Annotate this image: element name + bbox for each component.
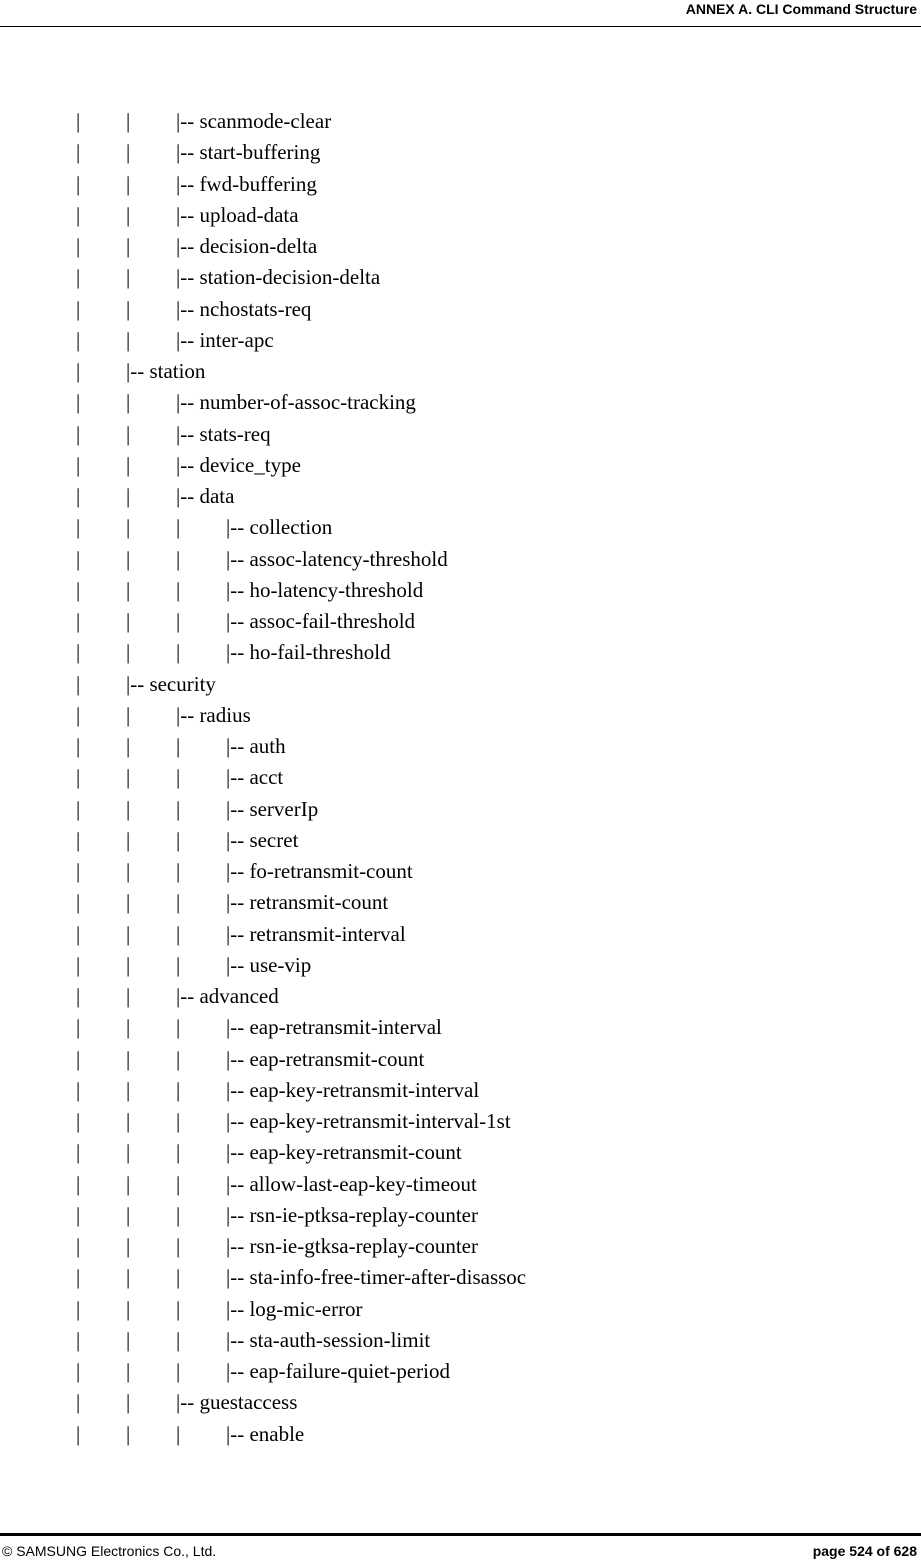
tree-guide-line: | — [126, 515, 131, 540]
tree-guide-line: | — [76, 827, 81, 852]
tree-row — [0, 139, 921, 165]
tree-guide-line: | — [126, 796, 131, 821]
command-label: |-- rsn-ie-gtksa-replay-counter — [226, 1234, 478, 1258]
tree-guide-line: | — [176, 577, 181, 602]
tree-guide-line: | — [176, 827, 181, 852]
command-label: |-- secret — [226, 827, 299, 852]
tree-guide-line: | — [126, 452, 131, 477]
command-label: |-- sta-info-free-timer-after-disassoc — [226, 1265, 527, 1290]
tree-guide-line: | — [76, 1046, 81, 1071]
copyright-notice: © SAMSUNG Electronics Co., Ltd. — [2, 1543, 217, 1559]
tree-guide-line: | — [126, 265, 131, 290]
tree-guide-line: | — [76, 1077, 81, 1102]
command-label: |-- retransmit-interval — [226, 921, 406, 946]
tree-guide-line: | — [176, 1234, 181, 1258]
tree-row — [0, 546, 921, 572]
tree-guide-line: | — [76, 952, 81, 977]
command-label: |-- nchostats-req — [176, 296, 312, 321]
tree-row — [0, 952, 921, 978]
command-label: |-- station-decision-delta — [176, 265, 381, 290]
tree-guide-line: | — [126, 484, 131, 508]
tree-row — [0, 389, 921, 415]
command-label: |-- scanmode-clear — [176, 109, 332, 133]
command-label: |-- assoc-latency-threshold — [226, 546, 448, 571]
tree-guide-line: | — [176, 796, 181, 821]
tree-guide-line: | — [126, 765, 131, 790]
tree-guide-line: | — [176, 609, 181, 633]
tree-guide-line: | — [126, 734, 131, 758]
tree-guide-line: | — [126, 890, 131, 915]
tree-guide-line: | — [126, 1359, 131, 1383]
tree-row — [0, 296, 921, 322]
tree-guide-line: | — [126, 921, 131, 946]
tree-guide-line: | — [176, 952, 181, 977]
tree-guide-line: | — [76, 640, 81, 665]
tree-guide-line: | — [126, 1015, 131, 1040]
tree-guide-line: | — [76, 1421, 81, 1446]
tree-guide-line: | — [176, 1202, 181, 1227]
tree-guide-line: | — [76, 1140, 81, 1165]
tree-guide-line: | — [126, 577, 131, 602]
tree-guide-line: | — [76, 421, 81, 446]
tree-row — [0, 702, 921, 728]
tree-row — [0, 327, 921, 353]
tree-guide-line: | — [176, 1015, 181, 1040]
tree-row — [0, 1077, 921, 1103]
tree-guide-line: | — [76, 1327, 81, 1352]
command-label: |-- start-buffering — [176, 140, 321, 165]
tree-guide-line: | — [76, 921, 81, 946]
tree-guide-line: | — [76, 140, 81, 165]
command-label: |-- upload-data — [176, 202, 299, 227]
tree-row — [0, 514, 921, 540]
tree-guide-line: | — [176, 1359, 181, 1383]
tree-guide-line: | — [76, 327, 81, 352]
tree-row — [0, 1358, 921, 1384]
tree-guide-line: | — [126, 952, 131, 977]
command-label: |-- allow-last-eap-key-timeout — [226, 1171, 477, 1196]
tree-row — [0, 671, 921, 697]
tree-row — [0, 983, 921, 1009]
command-label: |-- auth — [226, 734, 286, 758]
tree-row — [0, 858, 921, 884]
tree-row — [0, 608, 921, 634]
tree-row — [0, 233, 921, 259]
tree-row — [0, 452, 921, 478]
tree-guide-line: | — [126, 234, 131, 258]
tree-row — [0, 921, 921, 947]
command-label: |-- use-vip — [226, 952, 312, 977]
command-label: |-- fwd-buffering — [176, 171, 317, 196]
tree-row — [0, 639, 921, 665]
tree-row — [0, 1171, 921, 1197]
tree-guide-line: | — [76, 265, 81, 290]
command-label: |-- eap-key-retransmit-interval — [226, 1077, 480, 1102]
tree-guide-line: | — [76, 671, 81, 696]
tree-guide-line: | — [76, 1359, 81, 1383]
command-label: |-- security — [126, 671, 216, 696]
tree-guide-line: | — [126, 702, 131, 727]
tree-guide-line: | — [176, 1046, 181, 1071]
tree-guide-line: | — [76, 890, 81, 915]
tree-guide-line: | — [126, 1046, 131, 1071]
tree-row — [0, 1014, 921, 1040]
command-label: |-- eap-retransmit-interval — [226, 1015, 442, 1040]
tree-row — [0, 1233, 921, 1259]
tree-guide-line: | — [76, 859, 81, 883]
tree-guide-line: | — [126, 1296, 131, 1321]
tree-guide-line: | — [176, 765, 181, 790]
tree-guide-line: | — [126, 640, 131, 665]
page-header-title: ANNEX A. CLI Command Structure — [685, 1, 917, 17]
command-label: |-- rsn-ie-ptksa-replay-counter — [226, 1202, 478, 1227]
tree-guide-line: | — [76, 796, 81, 821]
command-label: |-- inter-apc — [176, 327, 274, 352]
tree-guide-line: | — [76, 1015, 81, 1040]
tree-guide-line: | — [76, 359, 81, 383]
tree-row — [0, 483, 921, 509]
tree-guide-line: | — [76, 609, 81, 633]
tree-guide-line: | — [126, 1109, 131, 1133]
tree-row — [0, 421, 921, 447]
command-label: |-- station — [126, 359, 206, 383]
tree-row — [0, 889, 921, 915]
tree-row — [0, 827, 921, 853]
tree-guide-line: | — [126, 171, 131, 196]
tree-guide-line: | — [176, 921, 181, 946]
tree-guide-line: | — [126, 1171, 131, 1196]
tree-guide-line: | — [126, 546, 131, 571]
command-label: |-- guestaccess — [176, 1390, 298, 1415]
tree-row — [0, 358, 921, 384]
tree-guide-line: | — [76, 234, 81, 258]
tree-guide-line: | — [176, 1077, 181, 1102]
tree-guide-line: | — [76, 1390, 81, 1415]
tree-guide-line: | — [76, 702, 81, 727]
tree-guide-line: | — [76, 296, 81, 321]
tree-guide-line: | — [126, 1327, 131, 1352]
tree-guide-line: | — [176, 1296, 181, 1321]
command-label: |-- assoc-fail-threshold — [226, 609, 416, 633]
tree-guide-line: | — [126, 202, 131, 227]
command-label: |-- eap-failure-quiet-period — [226, 1359, 450, 1383]
command-label: |-- stats-req — [176, 421, 271, 446]
tree-guide-line: | — [126, 827, 131, 852]
tree-guide-line: | — [76, 734, 81, 758]
command-label: |-- advanced — [176, 984, 279, 1008]
tree-row — [0, 1389, 921, 1415]
tree-guide-line: | — [126, 1234, 131, 1258]
tree-row — [0, 577, 921, 603]
tree-row — [0, 1108, 921, 1134]
tree-row — [0, 733, 921, 759]
tree-guide-line: | — [126, 1202, 131, 1227]
command-label: |-- eap-key-retransmit-interval-1st — [226, 1109, 511, 1133]
tree-guide-line: | — [126, 1390, 131, 1415]
tree-guide-line: | — [126, 1077, 131, 1102]
tree-guide-line: | — [126, 109, 131, 133]
tree-row — [0, 796, 921, 822]
tree-guide-line: | — [126, 1140, 131, 1165]
tree-row — [0, 1139, 921, 1165]
command-label: |-- eap-key-retransmit-count — [226, 1140, 462, 1165]
tree-guide-line: | — [76, 1202, 81, 1227]
tree-guide-line: | — [126, 327, 131, 352]
tree-row — [0, 171, 921, 197]
tree-guide-line: | — [76, 171, 81, 196]
tree-guide-line: | — [76, 109, 81, 133]
tree-row — [0, 108, 921, 134]
tree-row — [0, 264, 921, 290]
command-label: |-- sta-auth-session-limit — [226, 1327, 431, 1352]
tree-guide-line: | — [126, 1421, 131, 1446]
command-label: |-- enable — [226, 1421, 305, 1446]
tree-guide-line: | — [176, 1140, 181, 1165]
command-label: |-- retransmit-count — [226, 890, 389, 915]
tree-guide-line: | — [126, 421, 131, 446]
command-label: |-- ho-fail-threshold — [226, 640, 391, 665]
footer-divider — [0, 1533, 921, 1536]
tree-guide-line: | — [176, 546, 181, 571]
tree-guide-line: | — [176, 859, 181, 883]
tree-guide-line: | — [76, 202, 81, 227]
command-label: |-- radius — [176, 702, 251, 727]
tree-row — [0, 1046, 921, 1072]
tree-guide-line: | — [76, 1171, 81, 1196]
tree-guide-line: | — [76, 515, 81, 540]
tree-guide-line: | — [126, 1265, 131, 1290]
command-label: |-- data — [176, 484, 235, 508]
tree-row — [0, 1202, 921, 1228]
command-label: |-- decision-delta — [176, 234, 318, 258]
tree-guide-line: | — [76, 1296, 81, 1321]
tree-guide-line: | — [126, 984, 131, 1008]
tree-guide-line: | — [176, 1327, 181, 1352]
tree-guide-line: | — [176, 1109, 181, 1133]
tree-guide-line: | — [176, 1421, 181, 1446]
tree-guide-line: | — [176, 1265, 181, 1290]
tree-guide-line: | — [76, 546, 81, 571]
tree-guide-line: | — [76, 984, 81, 1008]
tree-guide-line: | — [76, 390, 81, 415]
tree-row — [0, 202, 921, 228]
tree-guide-line: | — [76, 452, 81, 477]
page-number: page 524 of 628 — [812, 1543, 917, 1559]
command-label: |-- serverIp — [226, 796, 319, 821]
tree-guide-line: | — [176, 640, 181, 665]
tree-guide-line: | — [176, 734, 181, 758]
tree-guide-line: | — [76, 484, 81, 508]
tree-guide-line: | — [126, 609, 131, 633]
tree-guide-line: | — [76, 1109, 81, 1133]
tree-guide-line: | — [176, 890, 181, 915]
tree-guide-line: | — [126, 140, 131, 165]
tree-row — [0, 1264, 921, 1290]
command-label: |-- number-of-assoc-tracking — [176, 390, 416, 415]
tree-guide-line: | — [126, 859, 131, 883]
tree-guide-line: | — [76, 577, 81, 602]
command-label: |-- log-mic-error — [226, 1296, 363, 1321]
command-label: |-- device_type — [176, 452, 301, 477]
command-label: |-- eap-retransmit-count — [226, 1046, 425, 1071]
command-label: |-- acct — [226, 765, 284, 790]
tree-guide-line: | — [176, 1171, 181, 1196]
tree-row — [0, 1327, 921, 1353]
tree-guide-line: | — [76, 1234, 81, 1258]
tree-guide-line: | — [126, 390, 131, 415]
tree-row — [0, 1296, 921, 1322]
header-divider — [0, 26, 921, 27]
tree-guide-line: | — [176, 515, 181, 540]
tree-row — [0, 1421, 921, 1447]
command-label: |-- ho-latency-threshold — [226, 577, 424, 602]
tree-row — [0, 764, 921, 790]
tree-guide-line: | — [76, 765, 81, 790]
tree-guide-line: | — [76, 1265, 81, 1290]
tree-guide-line: | — [126, 296, 131, 321]
command-label: |-- collection — [226, 515, 333, 540]
command-label: |-- fo-retransmit-count — [226, 859, 413, 883]
